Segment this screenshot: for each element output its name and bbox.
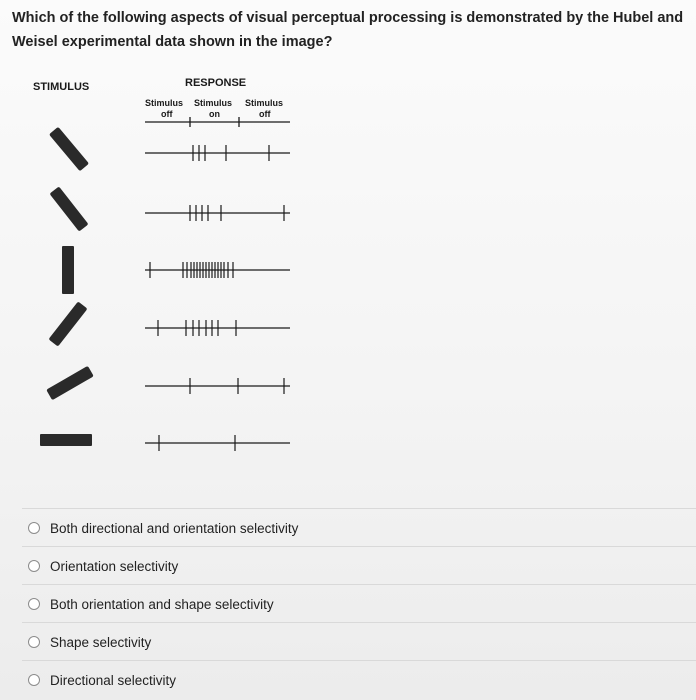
phase-state-3: off — [259, 109, 271, 119]
response-trace-5 — [145, 378, 290, 394]
phase-label-2: Stimulus — [194, 98, 233, 108]
phase-label-1: Stimulus — [145, 98, 184, 108]
option-label: Both orientation and shape selectivity — [50, 596, 274, 612]
option-orientation-shape[interactable] — [22, 586, 696, 622]
radio-button[interactable] — [28, 674, 40, 686]
stimulus-bar-4 — [48, 301, 87, 346]
response-trace-3 — [145, 262, 290, 278]
phase-state-2: on — [209, 109, 220, 119]
response-trace-4 — [145, 320, 290, 336]
phase-state-1: off — [161, 109, 173, 119]
option-divider — [22, 622, 696, 623]
option-label: Orientation selectivity — [50, 558, 179, 574]
response-heading: RESPONSE — [185, 77, 247, 89]
response-trace-2 — [145, 205, 290, 221]
option-shape[interactable] — [22, 624, 696, 660]
radio-button[interactable] — [28, 598, 40, 610]
option-divider — [22, 584, 696, 585]
response-trace-6 — [145, 435, 290, 451]
option-directional[interactable] — [22, 662, 696, 698]
stimulus-bar-2 — [49, 186, 88, 231]
option-divider — [22, 660, 696, 661]
stimulus-bar-5 — [46, 366, 94, 400]
radio-button[interactable] — [28, 560, 40, 572]
option-label: Directional selectivity — [50, 672, 177, 688]
option-divider — [22, 546, 696, 547]
stimulus-bar-1 — [49, 127, 89, 171]
option-orientation[interactable] — [22, 548, 696, 584]
stimulus-bar-6 — [40, 434, 92, 446]
option-label: Both directional and orientation selectivity — [50, 520, 299, 536]
option-label: Shape selectivity — [50, 634, 152, 650]
stimulus-heading: STIMULUS — [33, 81, 90, 93]
option-divider — [22, 508, 696, 509]
radio-button[interactable] — [28, 522, 40, 534]
question-text: Which of the following aspects of visual perceptual processing is demonstrated by the Hubel and Weisel experimental data shown in the image? — [12, 10, 684, 50]
radio-button[interactable] — [28, 636, 40, 648]
response-traces — [145, 145, 290, 451]
stimulus-bars — [40, 127, 94, 446]
option-both-directional-orientation[interactable] — [22, 510, 696, 546]
response-trace-1 — [145, 145, 290, 161]
phase-label-3: Stimulus — [245, 98, 284, 108]
stimulus-bar-3 — [62, 246, 74, 294]
